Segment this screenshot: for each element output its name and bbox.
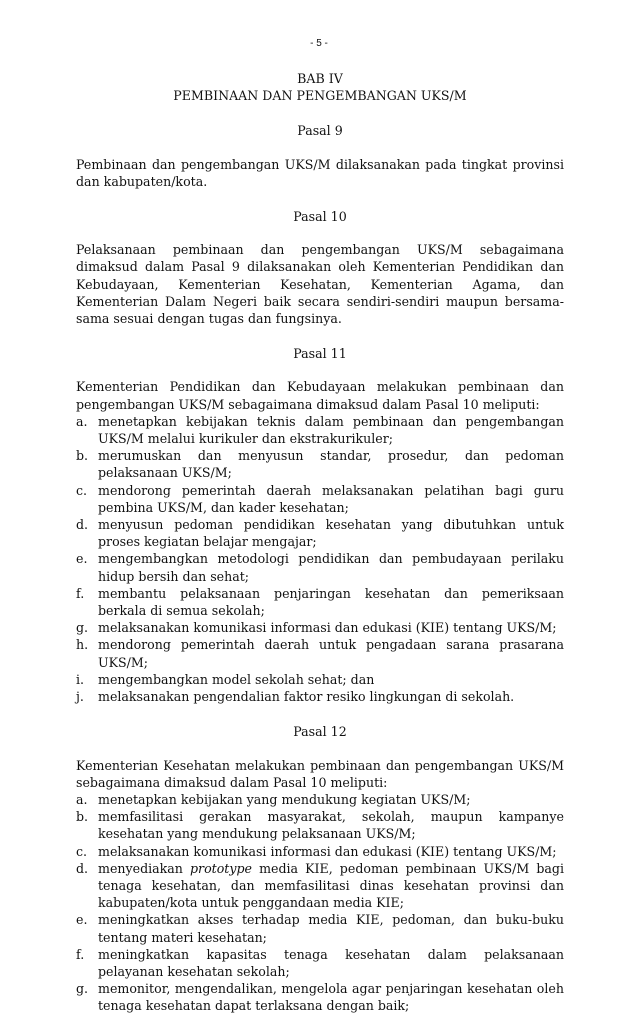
- list-marker: h.: [76, 637, 89, 653]
- list-item: [76, 671, 564, 688]
- list-marker: g.: [76, 981, 89, 997]
- list-item-text: mengembangkan model sekolah sehat; dan: [98, 671, 375, 687]
- page-number: - 5 -: [310, 38, 328, 49]
- list-item-text: memfasilitasi gerakan masyarakat, sekolah, maupun kampanye kesehatan yang mendukung pelaksanaan UKS/M;: [98, 809, 564, 842]
- pasal-12-intro: Kementerian Kesehatan melakukan pembinaan dan pengembangan UKS/M sebagaimana dimaksud dalam Pasal 10 meliputi:: [76, 757, 564, 790]
- list-item-text: menetapkan kebijakan yang mendukung kegiatan UKS/M;: [98, 791, 471, 807]
- list-item-text: meningkatkan kapasitas tenaga kesehatan dalam pelaksanaan pelayanan kesehatan sekolah;: [98, 946, 564, 979]
- list-item-text: melaksanakan komunikasi informasi dan edukasi (KIE) tentang UKS/M;: [98, 843, 557, 859]
- list-item: [76, 413, 564, 447]
- list-item: [76, 550, 564, 584]
- list-item-text: mendorong pemerintah daerah melaksanakan pelatihan bagi guru pembina UKS/M, dan kader kesehatan;: [98, 482, 564, 515]
- list-item-text: melaksanakan komunikasi informasi dan edukasi (KIE) tentang UKS/M;: [98, 620, 557, 636]
- list-marker: b.: [76, 448, 89, 464]
- list-marker: a.: [76, 791, 88, 807]
- list-item: [76, 980, 564, 1014]
- list-item-text: merumuskan dan menyusun standar, prosedur, dan pedoman pelaksanaan UKS/M;: [98, 448, 564, 481]
- list-marker: c.: [76, 482, 88, 498]
- list-item-text: mendorong pemerintah daerah untuk pengadaan sarana prasarana UKS/M;: [98, 637, 564, 670]
- pasal-12-list: [76, 791, 564, 1015]
- list-marker: g.: [76, 620, 89, 636]
- list-item-text: mengembangkan metodologi pendidikan dan pembudayaan perilaku hidup bersih dan sehat;: [98, 551, 564, 584]
- list-marker: d.: [76, 860, 89, 876]
- list-item: [76, 447, 564, 481]
- list-item: [76, 808, 564, 842]
- list-item: [76, 482, 564, 516]
- prototype-term: prototype: [190, 860, 252, 876]
- chapter-subtitle: PEMBINAAN DAN PENGEMBANGAN UKS/M: [173, 88, 467, 104]
- list-item: [76, 860, 564, 912]
- list-marker: c.: [76, 843, 88, 859]
- pasal-11-intro: Kementerian Pendidikan dan Kebudayaan melakukan pembinaan dan pengembangan UKS/M sebagaimana dimaksud dalam Pasal 10 meliputi:: [76, 379, 564, 412]
- list-item: [76, 688, 564, 705]
- list-marker: e.: [76, 551, 88, 567]
- list-item: [76, 516, 564, 550]
- list-item: [76, 636, 564, 670]
- list-item: [76, 585, 564, 619]
- pasal-10-heading: Pasal 10: [293, 209, 347, 225]
- list-item-text: memonitor, mengendalikan, mengelola agar penjaringan kesehatan oleh tenaga kesehatan dapat terlaksana dengan baik;: [98, 981, 564, 1014]
- list-item-text: meningkatkan akses terhadap media KIE, pedoman, dan buku-buku tentang materi kesehatan;: [98, 912, 564, 945]
- pasal-9-text: Pembinaan dan pengembangan UKS/M dilaksanakan pada tingkat provinsi dan kabupaten/kota.: [76, 156, 564, 189]
- document-body: [76, 70, 564, 1015]
- list-marker: i.: [76, 671, 85, 687]
- list-item: [76, 946, 564, 980]
- list-item: [76, 619, 564, 636]
- list-marker: f.: [76, 946, 85, 962]
- pasal-11-list: [76, 413, 564, 705]
- list-marker: d.: [76, 517, 89, 533]
- list-marker: j.: [76, 689, 84, 705]
- list-item-text: menyusun pedoman pendidikan kesehatan yang dibutuhkan untuk proses kegiatan belajar mengajar;: [98, 517, 564, 550]
- list-marker: f.: [76, 585, 85, 601]
- list-item: [76, 911, 564, 945]
- list-marker: a.: [76, 413, 88, 429]
- pasal-11-heading: Pasal 11: [293, 346, 347, 362]
- chapter-title: BAB IV: [297, 71, 343, 86]
- list-item-text: melaksanakan pengendalian faktor resiko lingkungan di sekolah.: [98, 689, 515, 705]
- pasal-10-text: Pelaksanaan pembinaan dan pengembangan UKS/M sebagaimana dimaksud dalam Pasal 9 dilaksanakan oleh Kementerian Pendidikan dan Kebudayaan, Kementerian Kesehatan, Kementerian Agama, dan Kementerian Dalam Negeri baik secara sendiri-sendiri maupun bersama-sama sesuai dengan tugas dan fungsinya.: [76, 242, 564, 327]
- pasal-9-heading: Pasal 9: [297, 123, 343, 139]
- list-item-text: membantu pelaksanaan penjaringan kesehatan dan pemeriksaan berkala di semua sekolah;: [98, 585, 564, 619]
- list-marker: b.: [76, 809, 89, 825]
- list-item-text-pre: menyediakan: [98, 860, 190, 876]
- pasal-12-heading: Pasal 12: [293, 724, 347, 740]
- list-item: [76, 843, 564, 860]
- list-item-text-post: media KIE, pedoman pembinaan UKS/M bagi tenaga kesehatan, dan memfasilitasi dinas kesehatan provinsi dan kabupaten/kota untuk penggandaan media KIE;: [98, 860, 564, 911]
- list-marker: e.: [76, 912, 88, 928]
- list-item: [76, 791, 564, 808]
- list-item-text: menetapkan kebijakan teknis dalam pembinaan dan pengembangan UKS/M melalui kurikuler dan ekstrakurikuler;: [98, 413, 564, 447]
- list-item-text: [98, 860, 564, 912]
